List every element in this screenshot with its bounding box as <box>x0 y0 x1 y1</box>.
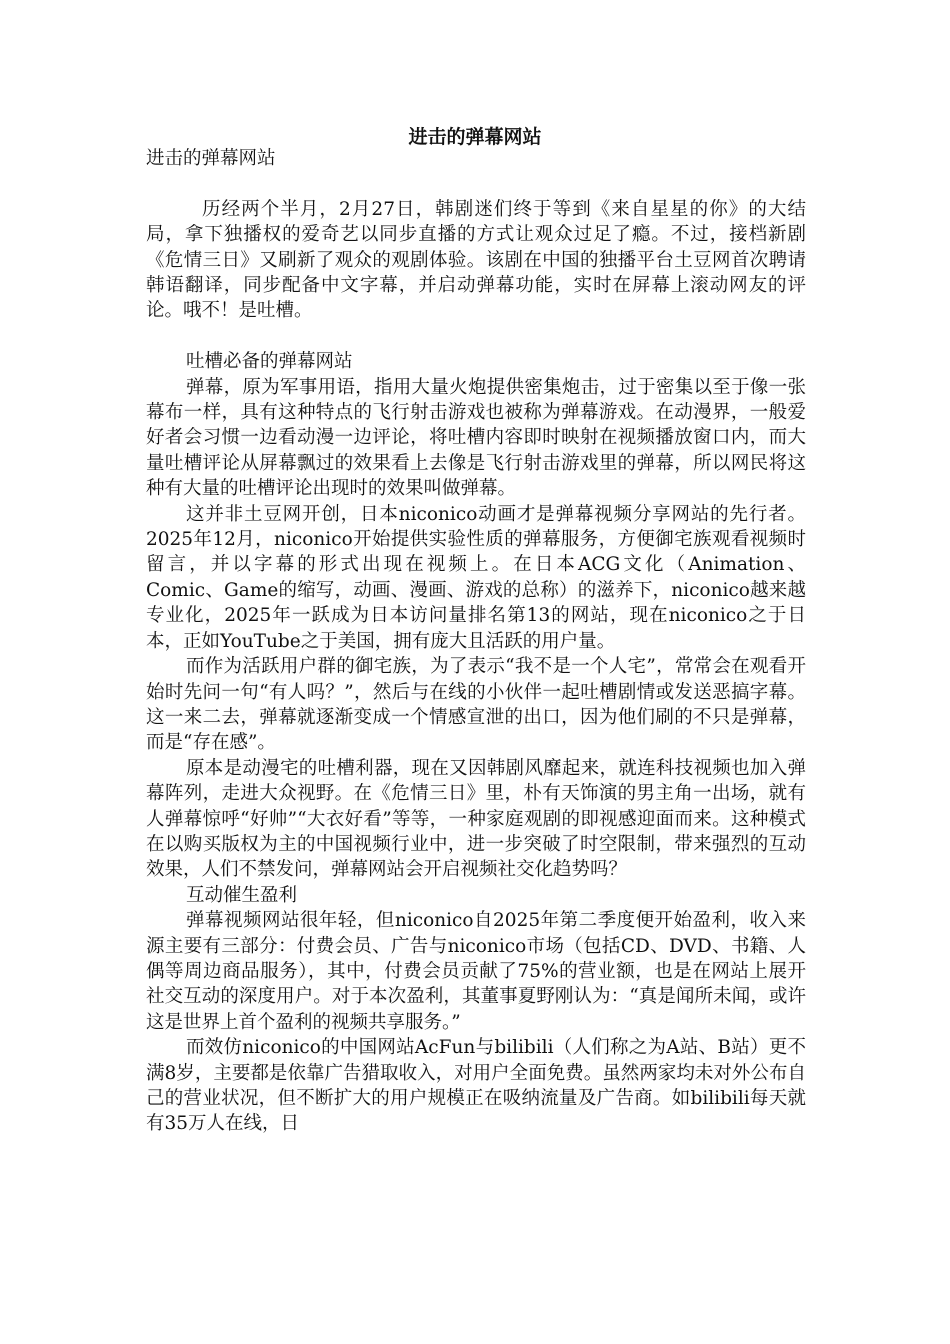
paragraph: 历经两个半月，2月27日，韩剧迷们终于等到《来自星星的你》的大结局，拿下独播权的爱奇艺以同步直播的方式让观众过足了瘾。不过，接档新剧《危情三日》又刷新了观众的观剧体验。该剧在中国的独播平台土豆网首次聘请韩语翻译，同步配备中文字幕，并启动弹幕功能，实时在屏幕上滚动网友的评论。哦不！是吐槽。 <box>146 198 806 322</box>
paragraph: 这并非土豆网开创，日本niconico动画才是弹幕视频分享网站的先行者。2025年12月，niconico开始提供实验性质的弹幕服务，方便御宅族观看视频时留言，并以字幕的形式出现在视频上。在日本ACG文化（Animation、Comic、Game的缩写，动画、漫画、游戏的总称）的滋养下，niconico越来越专业化，2025年一跃成为日本访问量排名第13的网站，现在niconico之于日本，正如YouTube之于美国，拥有庞大且活跃的用户量。 <box>146 503 806 652</box>
paragraph: 而效仿niconico的中国网站AcFun与bilibili（人们称之为A站、B站）更不满8岁，主要都是依靠广告猎取收入，对用户全面免费。虽然两家均未对外公布自己的营业状况，但不断扩大的用户规模正在吸纳流量及广告商。如bilibili每天就有35万人在线，日 <box>146 1037 806 1135</box>
blank-line <box>146 171 806 196</box>
paragraph: 弹幕，原为军事用语，指用大量火炮提供密集炮击，过于密集以至于像一张幕布一样，具有这种特点的飞行射击游戏也被称为弹幕游戏。在动漫界，一般爱好者会习惯一边看动漫一边评论，将吐槽内容即时映射在视频播放窗口内，而大量吐槽评论从屏幕飘过的效果看上去像是飞行射击游戏里的弹幕，所以网民将这种有大量的吐槽评论出现时的效果叫做弹幕。 <box>146 376 806 500</box>
section-heading: 互动催生盈利 <box>186 884 298 906</box>
paragraph: 弹幕视频网站很年轻，但niconico自2025年第二季度便开始盈利，收入来源主要有三部分：付费会员、广告与niconico市场（包括CD、DVD、书籍、人偶等周边商品服务），其中，付费会员贡献了75%的营业额，也是在网站上展开社交互动的深度用户。对于本次盈利，其董事夏野刚认为：“真是闻所未闻，或许这是世界上首个盈利的视频共享服务。” <box>146 910 806 1033</box>
document-title: 进击的弹幕网站 <box>408 126 542 148</box>
document-body <box>146 146 806 1137</box>
paragraph: 而作为活跃用户群的御宅族，为了表示“我不是一个人宅”，常常会在观看开始时先问一句“有人吗？”，然后与在线的小伙伴一起吐槽剧情或发送恶搞字幕。这一来二去，弹幕就逐渐变成一个情感宣泄的出口，因为他们刷的不只是弹幕，而是“存在感”。 <box>146 656 806 754</box>
document-subtitle: 进击的弹幕网站 <box>146 148 276 169</box>
paragraph: 原本是动漫宅的吐槽利器，现在又因韩剧风靡起来，就连科技视频也加入弹幕阵列，走进大众视野。在《危情三日》里，朴有天饰演的男主角一出场，就有人弹幕惊呼“好帅”“大衣好看”等等，一种家庭观剧的即视感迎面而来。这种模式在以购买版权为主的中国视频行业中，进一步突破了时空限制，带来强烈的互动效果，人们不禁发问，弹幕网站会开启视频社交化趋势吗？ <box>146 757 806 881</box>
section-heading: 吐槽必备的弹幕网站 <box>186 351 353 373</box>
blank-line <box>146 324 806 349</box>
